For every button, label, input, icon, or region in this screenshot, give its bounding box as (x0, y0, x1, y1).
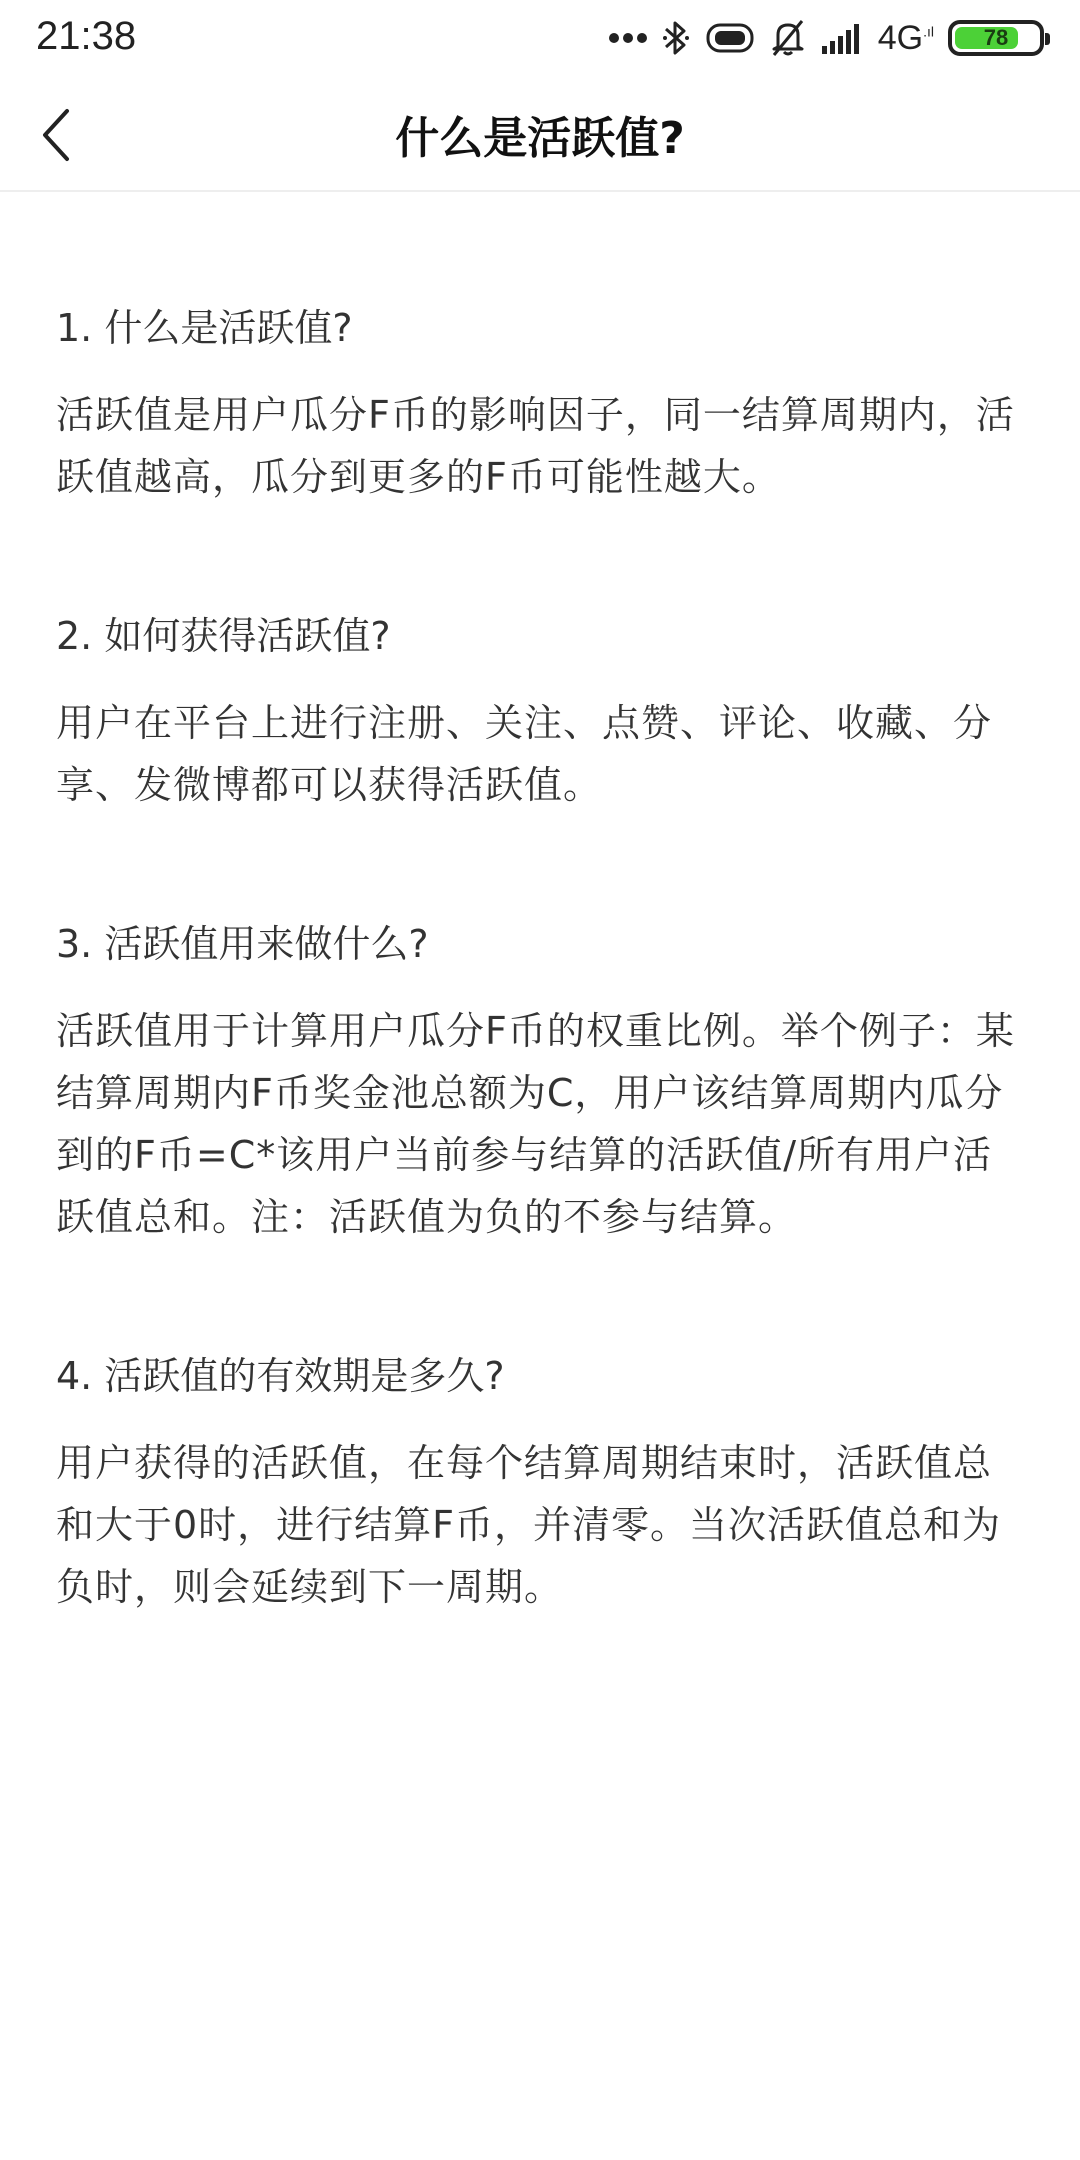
faq-answer: 活跃值是用户瓜分F币的影响因子，同一结算周期内，活跃值越高，瓜分到更多的F币可能性越大。 (56, 393, 1015, 499)
faq-item (56, 916, 1024, 1248)
faq-answer: 用户获得的活跃值，在每个结算周期结束时，活跃值总和大于0时，进行结算F币，并清零。当次活跃值总和为负时，则会延续到下一周期。 (56, 1441, 1002, 1609)
faq-question: 4. 活跃值的有效期是多久? (56, 1354, 505, 1398)
faq-answer: 活跃值用于计算用户瓜分F币的权重比例。举个例子：某结算周期内F币奖金池总额为C，用户该结算周期内瓜分到的F币=C*该用户当前参与结算的活跃值/所有用户活跃值总和。注：活跃值为负的不参与结算。 (56, 1009, 1015, 1239)
navigation-bar (0, 78, 1080, 192)
network-type: $4G^{.ıl}$ (877, 18, 934, 57)
mute-bell-icon (770, 19, 806, 57)
faq-content (56, 300, 1024, 1718)
status-icons (608, 16, 1044, 60)
vibrate-icon (704, 21, 756, 55)
faq-question: 2. 如何获得活跃值? (56, 614, 391, 658)
status-time: 21:38 (36, 14, 137, 58)
status-bar (0, 0, 1080, 78)
page-title: 什么是活跃值? (395, 113, 685, 164)
battery-icon (948, 20, 1044, 56)
signal-icon (820, 22, 864, 54)
more-dots-icon (608, 32, 648, 44)
faq-answer: 用户在平台上进行注册、关注、点赞、评论、收藏、分享、发微博都可以获得活跃值。 (56, 701, 993, 807)
faq-item (56, 1348, 1024, 1618)
faq-question: 3. 活跃值用来做什么? (56, 922, 429, 966)
faq-question: 1. 什么是活跃值? (56, 306, 353, 350)
faq-item (56, 608, 1024, 816)
faq-item (56, 300, 1024, 508)
battery-percentage: 78 (983, 25, 1009, 50)
bluetooth-icon (662, 19, 690, 57)
